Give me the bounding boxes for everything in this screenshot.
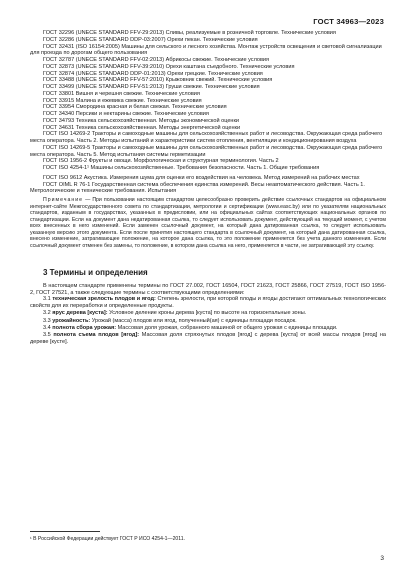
term-name: полнота съема плодов [ягод]:: [53, 332, 140, 339]
term-name: ярус дерева [куста]:: [52, 310, 108, 317]
term-definition: Массовая доля урожая, собранного машиной от общего урожая с единицы площади.: [116, 325, 338, 332]
term-entry: [30, 332, 386, 346]
reference-item: ГОСТ ISO 4254-1¹ Машины сельскохозяйственные. Требования безопасности. Часть 1. Общие требования: [43, 165, 320, 171]
page-content: [30, 30, 386, 346]
section-heading: 3 Термины и определения: [43, 268, 148, 277]
term-entry: [30, 310, 386, 317]
references-note: [30, 197, 386, 249]
term-number: 3.3: [43, 317, 51, 324]
note-text: — При пользовании настоящим стандартом целесообразно проверить действие ссылочных стандартов на официальном интернет-сайте Межгосударственного совета по стандартизации, метрологии и сертификации (www.easc.by) или по указателям национальных стандартов, изданным в государствах, указанных в предисловии, или на официальных сайтах соответствующих национальных органов по стандартизации. Если на документ дана недатированная ссылка, то следует использовать документ, действующий на текущий момент, с учетом всех внесенных в него изменений. Если заменен ссылочный документ, на который дана датированная ссылка, то следует использовать указанную версию этого документа. Если после принятия настоящего стандарта в ссылочный документ, на который дана датированная ссылка, внесено изменение, затрагивающее положение, на которое дана ссылка, то это положение применяется без учета данного изменения. Если ссылочный документ отменен без замены, то положение, в котором дана ссылка на него, применяется в части, не затрагивающей эту ссылку.: [30, 197, 386, 249]
term-number: 3.2: [43, 310, 51, 317]
term-definition: Массовая доля стряхнутых плодов [ягод] с дерева [куста] от всей массы плодов [ягод] на дереве [кусте].: [30, 332, 387, 346]
term-name: урожайность:: [52, 317, 91, 324]
term-number: 3.5: [43, 332, 51, 339]
reference-item: ГОСТ 33801 Вишня и черешня свежие. Технические условия: [43, 90, 200, 97]
reference-item: ГОСТ ISO 1956-2 Фрукты и овощи. Морфологическая и структурная терминология. Часть 2: [43, 158, 279, 165]
reference-item: ГОСТ 34631 Техника сельскохозяйственная. Методы энергетической оценки: [43, 124, 241, 131]
section-intro: В настоящем стандарте применены термины по ГОСТ 27.002, ГОСТ 16504, ГОСТ 21623, ГОСТ 25866, ГОСТ 27519, ГОСТ ISO 1956-2, ГОСТ 27521, а также следующие термины с соответствующими определениями:: [30, 282, 386, 296]
reference-item: ГОСТ ISO 14269-5 Тракторы и самоходные машины для сельскохозяйственных работ и лесоводства. Окружающая среда рабочего места оператора. Часть 5. Метод испытания системы герметизации: [30, 144, 383, 158]
term-entry: [30, 318, 386, 325]
reference-item: ГОСТ 34793 Техника сельскохозяйственная. Методы экономической оценки: [43, 117, 240, 124]
reference-item: ГОСТ 32873 (UNECE STANDARD FFV-39:2010) Орехи каштана съедобного. Технические условия: [43, 63, 295, 70]
document-id-header: ГОСТ 34963—2023: [313, 17, 384, 26]
reference-item: ГОСТ OIML R 76-1 Государственная система обеспечения единства измерений. Весы неавтоматического действия. Часть 1. Метрологические и технические требования. Испытания: [30, 181, 365, 195]
page-number: 3: [380, 555, 384, 562]
reference-item: ГОСТ 33954 Смородина красная и белая свежая. Технические условия: [43, 104, 227, 111]
reference-item: ГОСТ 33488 (UNECE STANDARD FFV-57:2010) Крыжовник свежий. Технические условия: [43, 77, 273, 84]
footnote: ¹ В Российской Федерации действует ГОСТ Р ИСО 4254-1—2011.: [30, 536, 185, 542]
normative-references-list: [30, 30, 386, 172]
reference-item: ГОСТ 32286 (UNECE STANDARD DDP-03:2007) Орехи пекан. Технические условия: [43, 36, 258, 43]
term-definition: Степень зрелости, при которой плоды и ягоды достигают оптимальных технологических свойств для их переработки и определенные продукты.: [30, 296, 386, 309]
term-name: полнота сбора урожая:: [52, 325, 117, 332]
normative-references-list-continued: [30, 175, 386, 195]
note-label: Примечание: [43, 197, 84, 203]
term-entry: [30, 296, 386, 310]
terms-list: [30, 296, 386, 346]
reference-item: ГОСТ ISO 14269-2 Тракторы и самоходные машины для сельскохозяйственных работ и лесоводства. Окружающая среда рабочего места оператора. Часть 2. Методы испытаний и характеристики систем отопления, вентиляции и кондиционирования воздуха: [30, 131, 383, 144]
reference-item: ГОСТ 34340 Персики и нектарины свежие. Технические условия: [43, 111, 209, 117]
term-number: 3.4: [43, 325, 51, 332]
reference-item: ГОСТ 32787 (UNECE STANDARD FFV-02:2013) Абрикосы свежие. Технические условия: [43, 57, 270, 63]
reference-item: ГОСТ 33915 Малина и ежевика свежие. Технические условия: [43, 97, 202, 104]
term-definition: Урожай (масса) плодов или ягод, полученный(ая) с единицы площади посадок.: [90, 317, 297, 324]
reference-item: ГОСТ 32296 (UNECE STANDARD FFV-29:2013) Сливы, реализуемые в розничной торговле. Технические условия: [43, 30, 336, 36]
term-definition: Условное деление кроны дерева [куста] по высоте на горизонтальные зоны.: [107, 310, 307, 317]
reference-item: ГОСТ 32874 (UNECE STANDARD DDP-01:2013) Орехи грецкие. Технические условия: [43, 70, 263, 77]
term-entry: [30, 325, 386, 332]
reference-item: ГОСТ 32431 (ISO 16154:2005) Машины для сельского и лесного хозяйства. Монтаж устройств освещения и световой сигнализации для проезда по дорогам общего пользования: [30, 43, 382, 57]
term-name: техническая зрелость плодов и ягод:: [52, 296, 156, 303]
reference-item: ГОСТ 33499 (UNECE STANDARD FFV-51:2013) Груши свежие. Технические условия: [43, 84, 260, 90]
reference-item: ГОСТ ISO 9612 Акустика. Измерения шума для оценки его воздействия на человека. Метод измерений на рабочих местах: [43, 174, 360, 181]
footnote-divider: [30, 531, 100, 532]
term-number: 3.1: [43, 296, 51, 303]
